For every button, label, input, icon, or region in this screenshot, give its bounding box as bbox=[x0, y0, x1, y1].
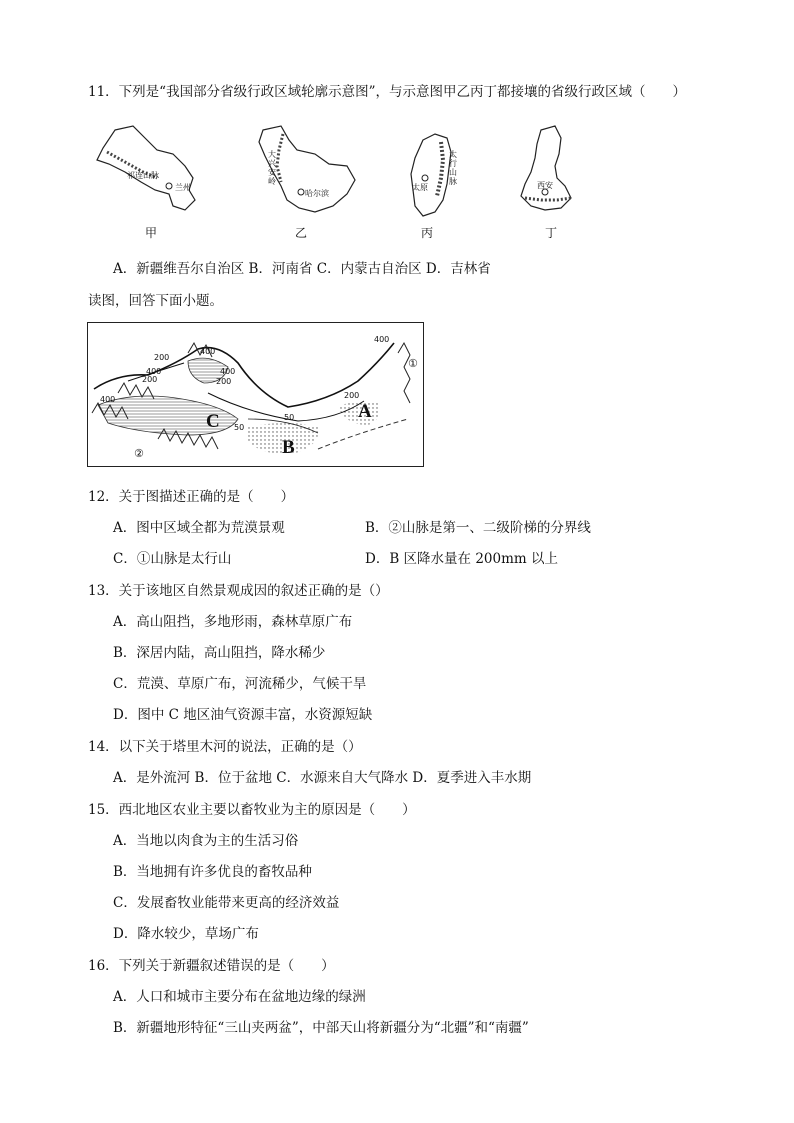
jia-mountain-label: 祁连山脉 bbox=[127, 171, 159, 180]
q13-stem: 13．关于该地区自然景观成因的叙述正确的是（） bbox=[88, 583, 389, 599]
q14-options: A．是外流河 B．位于盆地 C．水源来自大气降水 D．夏季进入丰水期 bbox=[113, 770, 532, 786]
intro-text: 读图，回答下面小题。 bbox=[88, 293, 223, 309]
map-label-yi: 乙 bbox=[295, 226, 308, 240]
jia-city-label: 兰州 bbox=[175, 183, 191, 192]
contour-label-400-a: 400 bbox=[200, 347, 216, 356]
yi-mountain-label: 大兴安岭 bbox=[268, 150, 276, 186]
q13-option-c: C．荒漠、草原广布，河流稀少，气候干旱 bbox=[113, 676, 367, 692]
q13-option-d: D．图中 C 地区油气资源丰富，水资源短缺 bbox=[113, 707, 373, 723]
contour-label-50-a: 50 bbox=[284, 413, 295, 422]
q15-stem: 15．西北地区农业主要以畜牧业为主的原因是（ ） bbox=[88, 802, 416, 818]
marker-2: ② bbox=[134, 447, 144, 460]
q16-option-a: A．人口和城市主要分布在盆地边缘的绿洲 bbox=[113, 989, 366, 1005]
marker-1: ① bbox=[408, 357, 418, 370]
contour-label-200-d: 200 bbox=[344, 391, 360, 400]
map-jia bbox=[97, 126, 195, 210]
northwest-map bbox=[87, 322, 424, 467]
contour-label-200-b: 200 bbox=[216, 377, 232, 386]
q12-stem: 12．关于图描述正确的是（ ） bbox=[88, 489, 295, 505]
region-label-a: A bbox=[358, 401, 372, 422]
bing-city-label: 太原 bbox=[412, 183, 428, 192]
q15-option-b: B．当地拥有许多优良的畜牧品种 bbox=[113, 864, 312, 880]
map-bing bbox=[411, 134, 451, 216]
q13-option-a: A．高山阻挡，多地形雨，森林草原广布 bbox=[113, 614, 353, 630]
q15-option-d: D．降水较少，草场广布 bbox=[113, 926, 259, 942]
map-label-ding: 丁 bbox=[545, 226, 558, 240]
q14-stem: 14．以下关于塔里木河的说法，正确的是（） bbox=[88, 739, 362, 755]
q12-option-a: A．图中区域全都为荒漠景观 bbox=[113, 520, 285, 536]
q16-stem: 16．下列关于新疆叙述错误的是（ ） bbox=[88, 958, 335, 974]
q11-stem: 11．下列是“我国部分省级行政区域轮廓示意图”，与示意图甲乙丙丁都接壤的省级行政区域（ ） bbox=[88, 84, 686, 100]
ding-city-label: 西安 bbox=[537, 181, 553, 190]
map-ding bbox=[521, 126, 571, 210]
q12-option-d: D．B 区降水量在 200mm 以上 bbox=[365, 551, 558, 567]
bing-mountain-label: 太行山脉 bbox=[449, 150, 457, 186]
contour-label-400-d: 400 bbox=[100, 395, 116, 404]
northwest-map-svg bbox=[88, 323, 423, 466]
contour-label-50-b: 50 bbox=[234, 423, 245, 432]
region-label-b: B bbox=[282, 437, 295, 458]
q13-option-b: B．深居内陆，高山阻挡，降水稀少 bbox=[113, 645, 326, 661]
q15-option-a: A．当地以肉食为主的生活习俗 bbox=[113, 833, 299, 849]
q12-option-b: B．②山脉是第一、二级阶梯的分界线 bbox=[365, 520, 591, 536]
map-label-bing: 丙 bbox=[421, 226, 434, 240]
q12-option-c: C．①山脉是太行山 bbox=[113, 551, 232, 567]
q15-option-c: C．发展畜牧业能带来更高的经济效益 bbox=[113, 895, 340, 911]
q11-options: A．新疆维吾尔自治区 B．河南省 C．内蒙古自治区 D．吉林省 bbox=[113, 261, 491, 277]
contour-label-200-a: 200 bbox=[154, 353, 170, 362]
yi-city-label: 哈尔滨 bbox=[305, 189, 329, 198]
map-label-jia: 甲 bbox=[145, 226, 158, 240]
contour-label-400-c: 400 bbox=[146, 367, 162, 376]
contour-label-400-e: 400 bbox=[374, 335, 390, 344]
contour-label-200-c: 200 bbox=[142, 375, 158, 384]
province-outline-maps bbox=[85, 120, 605, 240]
contour-label-400-b: 400 bbox=[220, 367, 236, 376]
province-outline-svg bbox=[85, 120, 605, 240]
q16-option-b: B．新疆地形特征“三山夹两盆”，中部天山将新疆分为“北疆”和“南疆” bbox=[113, 1020, 529, 1036]
region-label-c: C bbox=[206, 411, 220, 432]
